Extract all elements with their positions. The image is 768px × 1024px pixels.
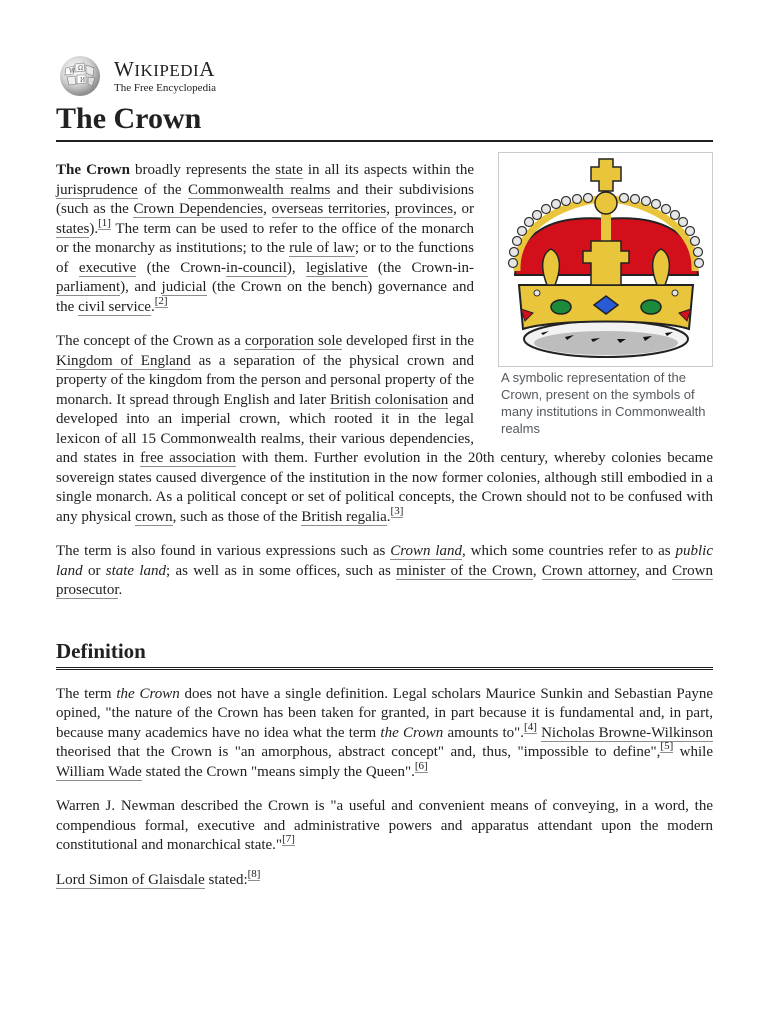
reference-7[interactable]: [7] <box>282 833 295 845</box>
link-kingdom-of-england[interactable]: Kingdom of England <box>56 352 191 369</box>
crown-image[interactable] <box>498 152 713 367</box>
link-states[interactable]: states <box>56 220 90 237</box>
link-nicholas-browne-wilkinson[interactable]: Nicholas Browne-Wilkinson <box>541 724 714 741</box>
tudor-crown-icon <box>499 153 712 366</box>
link-legislative[interactable]: legislative <box>305 259 368 276</box>
definition-paragraph-3: Lord Simon of Glaisdale stated:[8] <box>56 867 261 888</box>
term-public-land: public land <box>56 543 713 579</box>
reference-5[interactable]: [5] <box>660 740 674 752</box>
page-title: The Crown <box>56 100 713 142</box>
reference-6[interactable]: [6] <box>414 759 428 772</box>
link-crown-prosecutor[interactable]: Crown prosecutor <box>56 562 713 598</box>
link-corporation-sole[interactable]: corporation sole <box>244 333 343 349</box>
link-parliament[interactable]: parliament <box>56 279 121 295</box>
intro-paragraph-3: The term is also found in various expressions such as Crown land, which some countries refer to as public land or state land; as well as in some offices, such as minister of the Crown, Crown attorney, and Crown prosecutor. <box>56 543 713 598</box>
link-free-association[interactable]: free association <box>140 450 236 466</box>
article-page <box>56 54 713 890</box>
definition-paragraph-1: The term the Crown does not have a single definition. Legal scholars Maurice Sunkin and Sebastian Payne opined, "the nature of the Crown has been taken for granted, in part because it is fundamental and, in part, because many academics have no idea what the term the Crown amounts to".[4] Nicholas Browne-Wilkinson theorised that the Crown is "an amorphous, abstract concept" and, thus, "impossible to define",[5] while William Wade stated the Crown "means simply the Queen".[6] <box>56 685 714 780</box>
site-header <box>56 54 713 98</box>
reference-4[interactable]: [4] <box>524 720 537 733</box>
link-british-colonisation[interactable]: British colonisation <box>329 391 449 408</box>
link-civil-service[interactable]: civil service <box>78 298 151 315</box>
reference-3[interactable]: [3] <box>390 504 404 517</box>
link-crown[interactable]: crown <box>135 508 173 525</box>
link-william-wade[interactable]: William Wade <box>56 763 142 780</box>
link-executive[interactable]: executive <box>78 259 137 276</box>
link-commonwealth-realms[interactable]: Commonwealth realms <box>187 181 331 198</box>
infobox-figure <box>498 152 713 437</box>
wordmark-tagline: The Free Encyclopedia <box>114 81 217 94</box>
link-crown-dependencies[interactable]: Crown Dependencies <box>133 201 264 217</box>
link-in-council[interactable]: in-council <box>226 259 287 276</box>
intro-paragraph-1: The Crown broadly represents the state in all its aspects within the jurisprudence of the Commonwealth realms and their subdivisions (such as the Crown Dependencies, overseas territories, provinces, or states).[1] The term can be used to refer to the office of the monarch or the monarchy as institutions; to the rule of law; or to the functions of executive (the Crown-in-council), legislative (the Crown-in-parliament), and judicial (the Crown on the bench) governance and the civil service.[2] <box>56 162 475 315</box>
reference-2[interactable]: [2] <box>154 294 168 307</box>
link-judicial[interactable]: judicial <box>161 279 207 295</box>
link-jurisprudence[interactable]: jurisprudence <box>56 181 138 198</box>
lead-term: The Crown <box>56 162 130 178</box>
link-lord-simon-of-glaisdale[interactable]: Lord Simon of Glaisdale <box>56 871 205 888</box>
intro-paragraph-2: The concept of the Crown as a corporation sole developed first in the Kingdom of England as a separation of the physical crown and property of the kingdom from the person and personal property of the monarch. It spread through English and later British colonisation and developed into an imperial crown, which rooted it in the legal lexicon of all 15 Commonwealth realms, their various dependencies, and states in free association with them. Further evolution in the 20th century, whereby colonies became sovereign states caused divergence of the institution in the now former colonies, although still embodied in a single monarch. As a political concept or set of political concepts, the Crown should not to be confused with any physical crown, such as those of the British regalia.[3] <box>56 333 713 525</box>
wikipedia-wordmark[interactable] <box>114 58 216 95</box>
link-british-regalia[interactable]: British regalia <box>301 508 387 525</box>
wordmark-text: WIKIPEDIA <box>114 56 215 81</box>
link-overseas-territories[interactable]: overseas territories <box>271 201 387 217</box>
term-state-land: state land <box>105 562 167 579</box>
reference-1[interactable]: [1] <box>98 216 111 229</box>
link-rule-of-law[interactable]: rule of law <box>289 240 355 256</box>
link-provinces[interactable]: provinces <box>394 201 454 217</box>
definition-paragraph-2: Warren J. Newman described the Crown is "a useful and convenient means of conveying, in a word, the compendious formal, executive and administrative powers and apparatus attendant upon the modern constitutional and monarchical state."[7] <box>56 798 713 853</box>
link-crown-land[interactable]: Crown land <box>390 543 463 559</box>
wikipedia-globe-icon[interactable] <box>56 54 104 98</box>
reference-8[interactable]: [8] <box>247 867 261 880</box>
link-minister-of-the-crown[interactable]: minister of the Crown <box>396 562 533 579</box>
svg-text:И: И <box>80 77 86 84</box>
figure-caption: A symbolic representation of the Crown, present on the symbols of many institutions in Commonwealth realms <box>501 370 706 436</box>
link-crown-attorney[interactable]: Crown attorney <box>541 562 637 579</box>
link-state[interactable]: state <box>275 162 303 178</box>
svg-text:W: W <box>69 68 76 75</box>
section-heading-definition: Definition <box>56 637 713 670</box>
svg-text:Ω: Ω <box>78 65 83 72</box>
